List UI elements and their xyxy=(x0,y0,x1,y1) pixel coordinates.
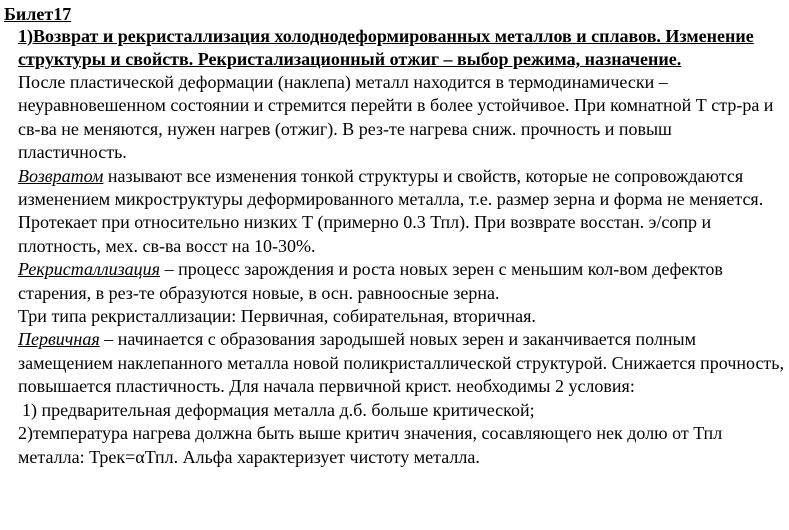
primary-paragraph xyxy=(18,328,785,398)
recovery-term: Возвратом xyxy=(18,165,104,186)
types-paragraph: Три типа рекристаллизации: Первичная, собирательная, вторичная. xyxy=(18,306,536,327)
recrystallization-term: Рекристаллизация xyxy=(18,259,161,280)
intro-paragraph: После пластической деформации (наклепа) металл находится в термодинамически – неуравновешенном состоянии и стремится перейти в более устойчивое. При комнатной Т стр-ра и св-ва не меняются, нужен нагрев (отжиг). В рез-те нагрева сниж. прочность и повыш пластичность. xyxy=(18,72,774,163)
primary-term: Первичная xyxy=(18,329,100,350)
condition-2: 2)температура нагрева должна быть выше критич значения, сосавляющего нек долю от Тпл металла: Трек=αТпл. Альфа характеризует чистоту металла. xyxy=(18,423,723,467)
recrystallization-paragraph xyxy=(18,258,785,305)
condition-1: 1) предварительная деформация металла д.б. больше критической; xyxy=(22,399,535,420)
primary-text: – начинается с образования зародышей новых зерен и заканчивается полным замещением наклепанного металла новой поликристаллической структурой. Снижается прочность, повышается пластичность. Для начала первичной крист. необходимы 2 условия: xyxy=(18,329,785,397)
recovery-text: называют все изменения тонкой структуры и свойств, которые не сопровождаются изменением микроструктуры деформированного металла, т.е. размер зерна и форма не меняется. Протекает при относительно низких Т (примерно 0.3 Тпл). При возврате восстан. э/сопр и плотность, мех. св-ва восст на 10-30%. xyxy=(18,165,764,256)
ticket-number: Билет17 xyxy=(4,4,72,24)
recrystallization-text: – процесс зарождения и роста новых зерен с меньшим кол-вом дефектов старения, в рез-те образуются новые, в осн. равноосные зерна. xyxy=(18,259,723,303)
question-heading: 1)Возврат и рекристаллизация холоднодеформированных металлов и сплавов. Изменение структуры и свойств. Рекристализационный отжиг – выбор режима, назначение. xyxy=(18,26,754,69)
recovery-paragraph xyxy=(18,165,785,259)
